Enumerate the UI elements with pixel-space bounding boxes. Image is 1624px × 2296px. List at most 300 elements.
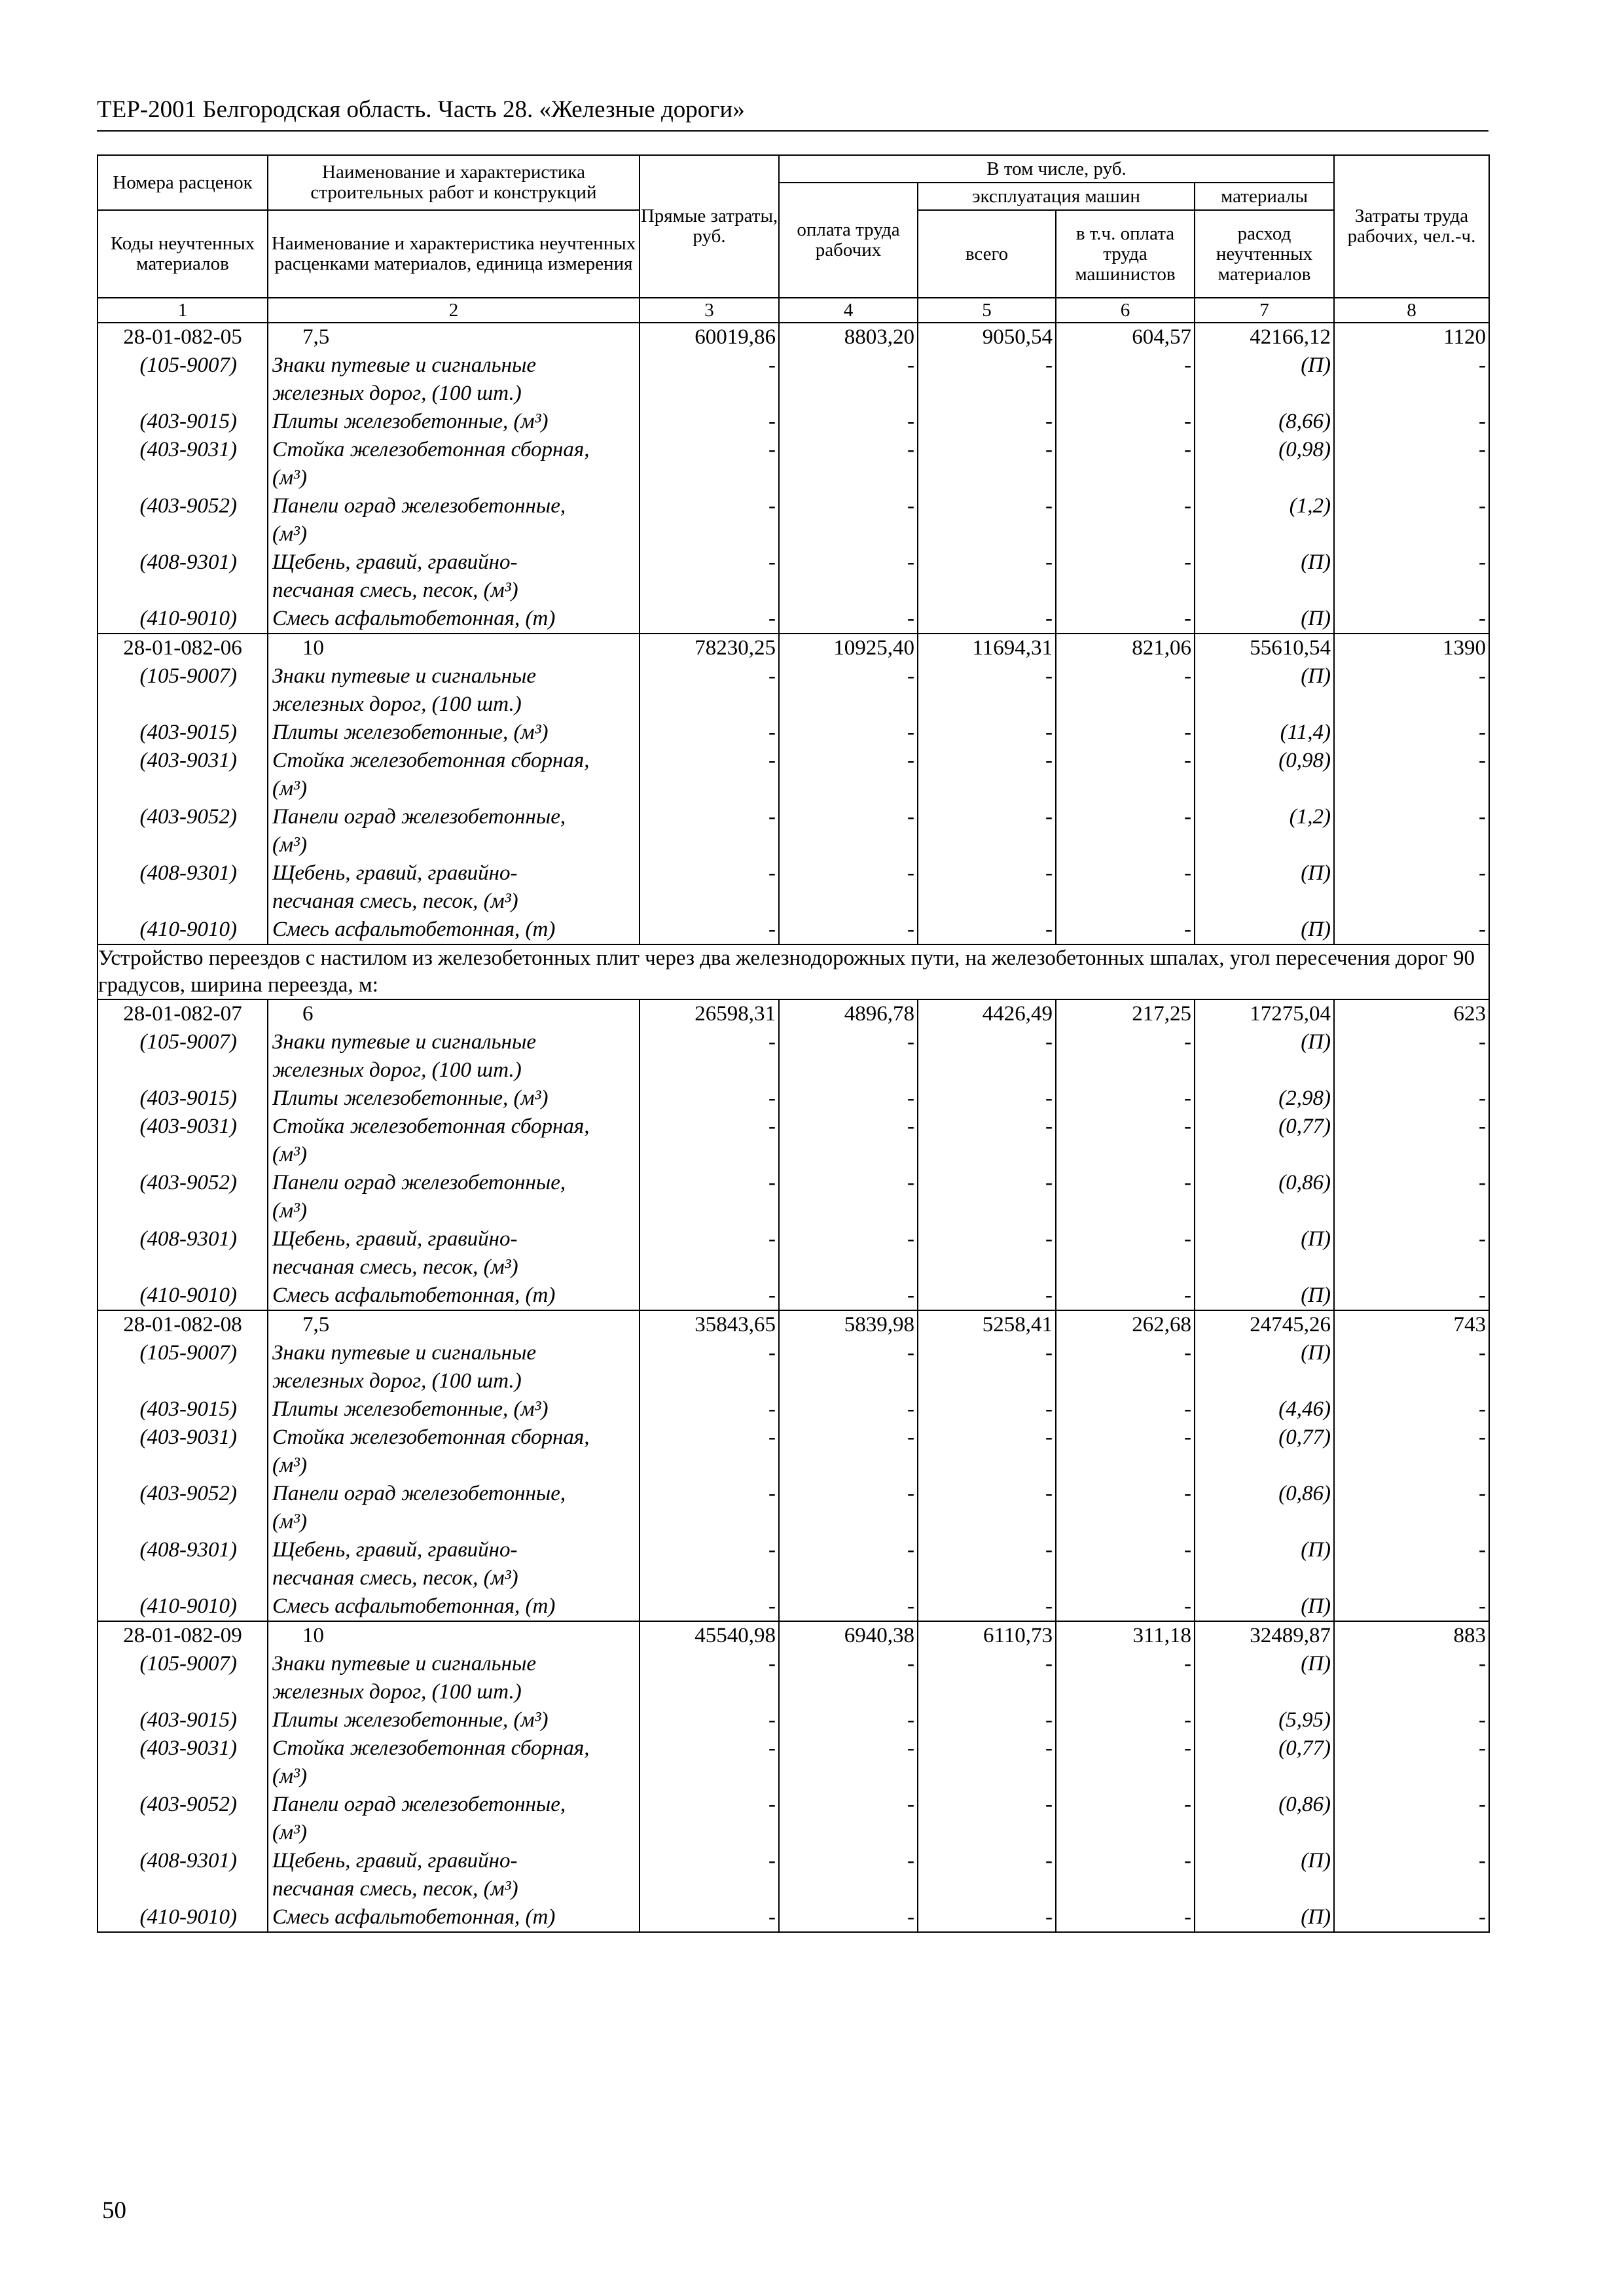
empty-cell (1195, 1141, 1334, 1169)
column-number: 3 (640, 298, 779, 323)
material-quantity: (0,77) (1195, 1113, 1334, 1141)
column-number: 5 (918, 298, 1056, 323)
dash-cell: - (779, 1592, 918, 1621)
empty-cell (1195, 1678, 1334, 1706)
dash-cell: - (779, 1480, 918, 1508)
dash-cell: - (779, 859, 918, 888)
material-row-continuation (98, 464, 1489, 492)
dash-cell: - (779, 605, 918, 634)
dash-cell: - (779, 1113, 918, 1141)
empty-cell (98, 1875, 268, 1903)
empty-cell (1334, 1763, 1489, 1791)
material-code: (408-9301) (98, 1847, 268, 1875)
material-row (98, 408, 1489, 436)
material-code: (410-9010) (98, 1282, 268, 1310)
material-code: (105-9007) (98, 1028, 268, 1056)
dash-cell: - (1056, 1169, 1195, 1197)
material-name-continued: песчаная смесь, песок, (м³) (268, 1564, 640, 1592)
material-quantity: (0,77) (1195, 1424, 1334, 1452)
empty-cell (640, 577, 779, 605)
empty-cell (1195, 775, 1334, 803)
empty-cell (918, 1875, 1056, 1903)
empty-cell (1195, 1056, 1334, 1085)
dash-cell: - (1334, 1339, 1489, 1367)
dash-cell: - (640, 1339, 779, 1367)
empty-cell (918, 1763, 1056, 1791)
dash-cell: - (640, 747, 779, 775)
material-name: Щебень, гравий, гравийно- (268, 1225, 640, 1253)
empty-cell (779, 1253, 918, 1282)
material-row (98, 1536, 1489, 1564)
material-name-continued: железных дорог, (100 шт.) (268, 1367, 640, 1395)
material-quantity: (11,4) (1195, 719, 1334, 747)
empty-cell (640, 464, 779, 492)
header-rate-number: Номера расценок (98, 155, 268, 210)
material-name: Смесь асфальтобетонная, (т) (268, 1282, 640, 1310)
dash-cell: - (1334, 1536, 1489, 1564)
dash-cell: - (1334, 548, 1489, 577)
header-worker-pay: оплата труда рабочих (779, 183, 918, 298)
material-quantity: (П) (1195, 916, 1334, 944)
dash-cell: - (918, 1169, 1056, 1197)
empty-cell (779, 1452, 918, 1480)
dash-cell: - (779, 1225, 918, 1253)
material-name-continued: (м³) (268, 831, 640, 859)
dash-cell: - (1056, 1085, 1195, 1113)
dash-cell: - (1056, 1847, 1195, 1875)
empty-cell (640, 1367, 779, 1395)
dash-cell: - (1056, 1113, 1195, 1141)
material-name: Стойка железобетонная сборная, (268, 1734, 640, 1763)
material-quantity: (0,98) (1195, 747, 1334, 775)
empty-cell (640, 1197, 779, 1225)
empty-cell (1195, 888, 1334, 916)
material-quantity: (5,95) (1195, 1706, 1334, 1734)
material-quantity: (П) (1195, 662, 1334, 691)
empty-cell (1056, 1367, 1195, 1395)
empty-cell (640, 1253, 779, 1282)
material-code: (403-9031) (98, 1113, 268, 1141)
dash-cell: - (1056, 351, 1195, 380)
empty-cell (640, 380, 779, 408)
dash-cell: - (918, 1085, 1056, 1113)
material-row (98, 1480, 1489, 1508)
empty-cell (640, 1763, 779, 1791)
empty-cell (1056, 1819, 1195, 1847)
material-row (98, 1734, 1489, 1763)
material-row-continuation (98, 1875, 1489, 1903)
material-name-continued: (м³) (268, 1452, 640, 1480)
dash-cell: - (779, 1791, 918, 1819)
material-name-continued: песчаная смесь, песок, (м³) (268, 577, 640, 605)
rate-value: 10 (268, 634, 640, 662)
empty-cell (98, 1141, 268, 1169)
rate-row (98, 323, 1489, 351)
dash-cell: - (1056, 492, 1195, 520)
empty-cell (98, 691, 268, 719)
material-row-continuation (98, 1367, 1489, 1395)
column-number: 8 (1334, 298, 1489, 323)
material-row-continuation (98, 1452, 1489, 1480)
empty-cell (1334, 520, 1489, 548)
material-quantity: (1,2) (1195, 803, 1334, 831)
worker-pay: 10925,40 (779, 634, 918, 662)
material-code: (403-9015) (98, 1085, 268, 1113)
dash-cell: - (1056, 1028, 1195, 1056)
header-unaccounted-materials: расход неучтенных материалов (1195, 210, 1334, 298)
direct-costs: 45540,98 (640, 1621, 779, 1650)
material-name: Смесь асфальтобетонная, (т) (268, 1903, 640, 1932)
empty-cell (918, 775, 1056, 803)
rate-value: 6 (268, 999, 640, 1028)
empty-cell (1056, 1197, 1195, 1225)
dash-cell: - (918, 859, 1056, 888)
section-title: Устройство переездов с настилом из железобетонных плит через два железнодорожных пути, на железобетонных шпалах, угол пересечения дорог 90 градусов, ширина переезда, м: (98, 944, 1489, 999)
material-row (98, 747, 1489, 775)
dash-cell: - (1334, 1650, 1489, 1678)
empty-cell (640, 775, 779, 803)
empty-cell (640, 888, 779, 916)
empty-cell (779, 691, 918, 719)
dash-cell: - (1334, 605, 1489, 634)
material-quantity: (П) (1195, 1028, 1334, 1056)
rate-code: 28-01-082-09 (98, 1621, 268, 1650)
empty-cell (640, 1875, 779, 1903)
material-code: (408-9301) (98, 859, 268, 888)
header-machines-total: всего (918, 210, 1056, 298)
material-name-continued: песчаная смесь, песок, (м³) (268, 1253, 640, 1282)
empty-cell (918, 464, 1056, 492)
empty-cell (1056, 1056, 1195, 1085)
material-name-continued: (м³) (268, 1141, 640, 1169)
dash-cell: - (779, 548, 918, 577)
rate-value: 10 (268, 1621, 640, 1650)
dash-cell: - (918, 1028, 1056, 1056)
dash-cell: - (640, 1592, 779, 1621)
material-row (98, 605, 1489, 634)
dash-cell: - (640, 1028, 779, 1056)
material-name: Щебень, гравий, гравийно- (268, 1536, 640, 1564)
material-row (98, 351, 1489, 380)
material-row-continuation (98, 1056, 1489, 1085)
dash-cell: - (1056, 1791, 1195, 1819)
dash-cell: - (640, 1085, 779, 1113)
dash-cell: - (1056, 436, 1195, 464)
material-quantity: (П) (1195, 548, 1334, 577)
dash-cell: - (1056, 1734, 1195, 1763)
material-row (98, 1706, 1489, 1734)
column-number: 7 (1195, 298, 1334, 323)
labor-hours: 743 (1334, 1310, 1489, 1339)
machinists-pay: 604,57 (1056, 323, 1195, 351)
dash-cell: - (640, 1706, 779, 1734)
table-header (98, 155, 1489, 323)
empty-cell (1056, 1763, 1195, 1791)
empty-cell (779, 1875, 918, 1903)
empty-cell (98, 464, 268, 492)
material-row (98, 1424, 1489, 1452)
material-code: (403-9015) (98, 1395, 268, 1424)
header-machine-operation: эксплуатация машин (918, 183, 1195, 210)
empty-cell (640, 1564, 779, 1592)
dash-cell: - (640, 408, 779, 436)
machinists-pay: 217,25 (1056, 999, 1195, 1028)
header-labor-hours: Затраты труда рабочих, чел.-ч. (1334, 155, 1489, 298)
dash-cell: - (1056, 1592, 1195, 1621)
dash-cell: - (1334, 492, 1489, 520)
dash-cell: - (779, 1028, 918, 1056)
dash-cell: - (918, 548, 1056, 577)
material-row-continuation (98, 520, 1489, 548)
rate-row (98, 1310, 1489, 1339)
machines-total: 6110,73 (918, 1621, 1056, 1650)
labor-hours: 623 (1334, 999, 1489, 1028)
dash-cell: - (918, 1734, 1056, 1763)
empty-cell (98, 888, 268, 916)
dash-cell: - (1334, 1791, 1489, 1819)
empty-cell (779, 1197, 918, 1225)
dash-cell: - (1334, 436, 1489, 464)
empty-cell (1334, 691, 1489, 719)
dash-cell: - (779, 1536, 918, 1564)
dash-cell: - (1056, 1480, 1195, 1508)
dash-cell: - (779, 1650, 918, 1678)
direct-costs: 60019,86 (640, 323, 779, 351)
dash-cell: - (1056, 859, 1195, 888)
material-name-continued: железных дорог, (100 шт.) (268, 380, 640, 408)
dash-cell: - (918, 1339, 1056, 1367)
material-name: Знаки путевые и сигнальные (268, 1650, 640, 1678)
material-name: Плиты железобетонные, (м³) (268, 1706, 640, 1734)
worker-pay: 4896,78 (779, 999, 918, 1028)
material-name: Смесь асфальтобетонная, (т) (268, 1592, 640, 1621)
machinists-pay: 311,18 (1056, 1621, 1195, 1650)
dash-cell: - (779, 1706, 918, 1734)
material-name: Щебень, гравий, гравийно- (268, 859, 640, 888)
dash-cell: - (918, 436, 1056, 464)
material-row (98, 1282, 1489, 1310)
dash-cell: - (1334, 1734, 1489, 1763)
material-quantity: (П) (1195, 1339, 1334, 1367)
material-code: (105-9007) (98, 1650, 268, 1678)
dash-cell: - (918, 747, 1056, 775)
empty-cell (1056, 577, 1195, 605)
empty-cell (1334, 775, 1489, 803)
document-header: ТЕР-2001 Белгородская область. Часть 28. «Железные дороги» (97, 96, 745, 123)
dash-cell: - (640, 719, 779, 747)
material-row (98, 1592, 1489, 1621)
material-code: (403-9015) (98, 1706, 268, 1734)
dash-cell: - (1334, 859, 1489, 888)
material-name: Знаки путевые и сигнальные (268, 1028, 640, 1056)
material-name: Щебень, гравий, гравийно- (268, 548, 640, 577)
material-name-continued: (м³) (268, 1819, 640, 1847)
empty-cell (779, 577, 918, 605)
column-number: 4 (779, 298, 918, 323)
empty-cell (640, 1819, 779, 1847)
empty-cell (1334, 1564, 1489, 1592)
empty-cell (98, 1763, 268, 1791)
material-row (98, 662, 1489, 691)
dash-cell: - (1334, 1028, 1489, 1056)
material-name-continued: железных дорог, (100 шт.) (268, 1678, 640, 1706)
material-name: Стойка железобетонная сборная, (268, 1424, 640, 1452)
dash-cell: - (779, 803, 918, 831)
empty-cell (98, 1253, 268, 1282)
column-number: 6 (1056, 298, 1195, 323)
dash-cell: - (1056, 1225, 1195, 1253)
direct-costs: 78230,25 (640, 634, 779, 662)
empty-cell (1056, 1678, 1195, 1706)
empty-cell (640, 831, 779, 859)
material-row (98, 719, 1489, 747)
material-code: (410-9010) (98, 1903, 268, 1932)
material-code: (403-9031) (98, 1424, 268, 1452)
dash-cell: - (779, 719, 918, 747)
material-name: Панели оград железобетонные, (268, 1791, 640, 1819)
material-code: (410-9010) (98, 605, 268, 634)
dash-cell: - (640, 662, 779, 691)
material-row (98, 1169, 1489, 1197)
material-name: Смесь асфальтобетонная, (т) (268, 605, 640, 634)
dash-cell: - (640, 803, 779, 831)
empty-cell (779, 380, 918, 408)
empty-cell (1195, 1763, 1334, 1791)
material-code: (410-9010) (98, 916, 268, 944)
material-code: (403-9052) (98, 1480, 268, 1508)
materials-cost: 24745,26 (1195, 1310, 1334, 1339)
material-name: Стойка железобетонная сборная, (268, 1113, 640, 1141)
material-code: (410-9010) (98, 1592, 268, 1621)
dash-cell: - (918, 1706, 1056, 1734)
dash-cell: - (918, 1903, 1056, 1932)
empty-cell (98, 380, 268, 408)
empty-cell (918, 520, 1056, 548)
material-name: Плиты железобетонные, (м³) (268, 1395, 640, 1424)
dash-cell: - (1056, 1282, 1195, 1310)
dash-cell: - (779, 1169, 918, 1197)
dash-cell: - (640, 351, 779, 380)
material-row-continuation (98, 1141, 1489, 1169)
dash-cell: - (779, 1282, 918, 1310)
empty-cell (98, 1678, 268, 1706)
header-including-group: В том числе, руб. (779, 155, 1334, 183)
worker-pay: 6940,38 (779, 1621, 918, 1650)
header-machinists-pay: в т.ч. оплата труда машинистов (1056, 210, 1195, 298)
dash-cell: - (1334, 1225, 1489, 1253)
dash-cell: - (918, 351, 1056, 380)
material-row (98, 1028, 1489, 1056)
material-quantity: (П) (1195, 351, 1334, 380)
material-row (98, 1903, 1489, 1932)
dash-cell: - (779, 747, 918, 775)
material-code: (408-9301) (98, 1225, 268, 1253)
empty-cell (640, 1452, 779, 1480)
material-row (98, 1791, 1489, 1819)
material-row-continuation (98, 1197, 1489, 1225)
empty-cell (1195, 464, 1334, 492)
dash-cell: - (779, 492, 918, 520)
empty-cell (918, 888, 1056, 916)
empty-cell (98, 577, 268, 605)
material-name-continued: песчаная смесь, песок, (м³) (268, 888, 640, 916)
material-row (98, 436, 1489, 464)
labor-hours: 1390 (1334, 634, 1489, 662)
material-row (98, 492, 1489, 520)
dash-cell: - (1334, 1424, 1489, 1452)
dash-cell: - (779, 916, 918, 944)
material-row-continuation (98, 1763, 1489, 1791)
material-quantity: (2,98) (1195, 1085, 1334, 1113)
dash-cell: - (640, 1650, 779, 1678)
header-unaccounted-names: Наименование и характеристика неучтенных расценками материалов, единица измерения (268, 210, 640, 298)
dash-cell: - (640, 436, 779, 464)
rate-code: 28-01-082-07 (98, 999, 268, 1028)
rate-row (98, 999, 1489, 1028)
material-name: Знаки путевые и сигнальные (268, 662, 640, 691)
empty-cell (1195, 380, 1334, 408)
empty-cell (1056, 1564, 1195, 1592)
dash-cell: - (779, 1424, 918, 1452)
dash-cell: - (779, 408, 918, 436)
dash-cell: - (640, 1536, 779, 1564)
dash-cell: - (1334, 803, 1489, 831)
empty-cell (1056, 464, 1195, 492)
material-name: Панели оград железобетонные, (268, 1169, 640, 1197)
empty-cell (779, 888, 918, 916)
material-quantity: (П) (1195, 1592, 1334, 1621)
dash-cell: - (1334, 1706, 1489, 1734)
material-name: Панели оград железобетонные, (268, 1480, 640, 1508)
material-name-continued: (м³) (268, 1763, 640, 1791)
dash-cell: - (918, 916, 1056, 944)
rates-table (97, 154, 1490, 1933)
dash-cell: - (1334, 916, 1489, 944)
dash-cell: - (918, 1536, 1056, 1564)
rate-value: 7,5 (268, 1310, 640, 1339)
empty-cell (98, 1367, 268, 1395)
material-quantity: (П) (1195, 1650, 1334, 1678)
material-code: (403-9031) (98, 747, 268, 775)
material-quantity: (0,77) (1195, 1734, 1334, 1763)
empty-cell (1056, 1253, 1195, 1282)
dash-cell: - (1334, 1903, 1489, 1932)
material-code: (403-9015) (98, 408, 268, 436)
dash-cell: - (918, 1424, 1056, 1452)
material-row-continuation (98, 1819, 1489, 1847)
dash-cell: - (640, 548, 779, 577)
direct-costs: 26598,31 (640, 999, 779, 1028)
material-name-continued: (м³) (268, 1197, 640, 1225)
dash-cell: - (918, 1480, 1056, 1508)
material-row-continuation (98, 1678, 1489, 1706)
empty-cell (1195, 1564, 1334, 1592)
material-code: (403-9052) (98, 1791, 268, 1819)
machines-total: 5258,41 (918, 1310, 1056, 1339)
empty-cell (640, 1141, 779, 1169)
empty-cell (98, 1056, 268, 1085)
dash-cell: - (918, 1847, 1056, 1875)
material-quantity: (0,86) (1195, 1480, 1334, 1508)
material-name: Плиты железобетонные, (м³) (268, 1085, 640, 1113)
empty-cell (1056, 1508, 1195, 1536)
dash-cell: - (1056, 719, 1195, 747)
empty-cell (1195, 1819, 1334, 1847)
empty-cell (1334, 1141, 1489, 1169)
dash-cell: - (640, 1424, 779, 1452)
dash-cell: - (918, 408, 1056, 436)
empty-cell (1195, 520, 1334, 548)
